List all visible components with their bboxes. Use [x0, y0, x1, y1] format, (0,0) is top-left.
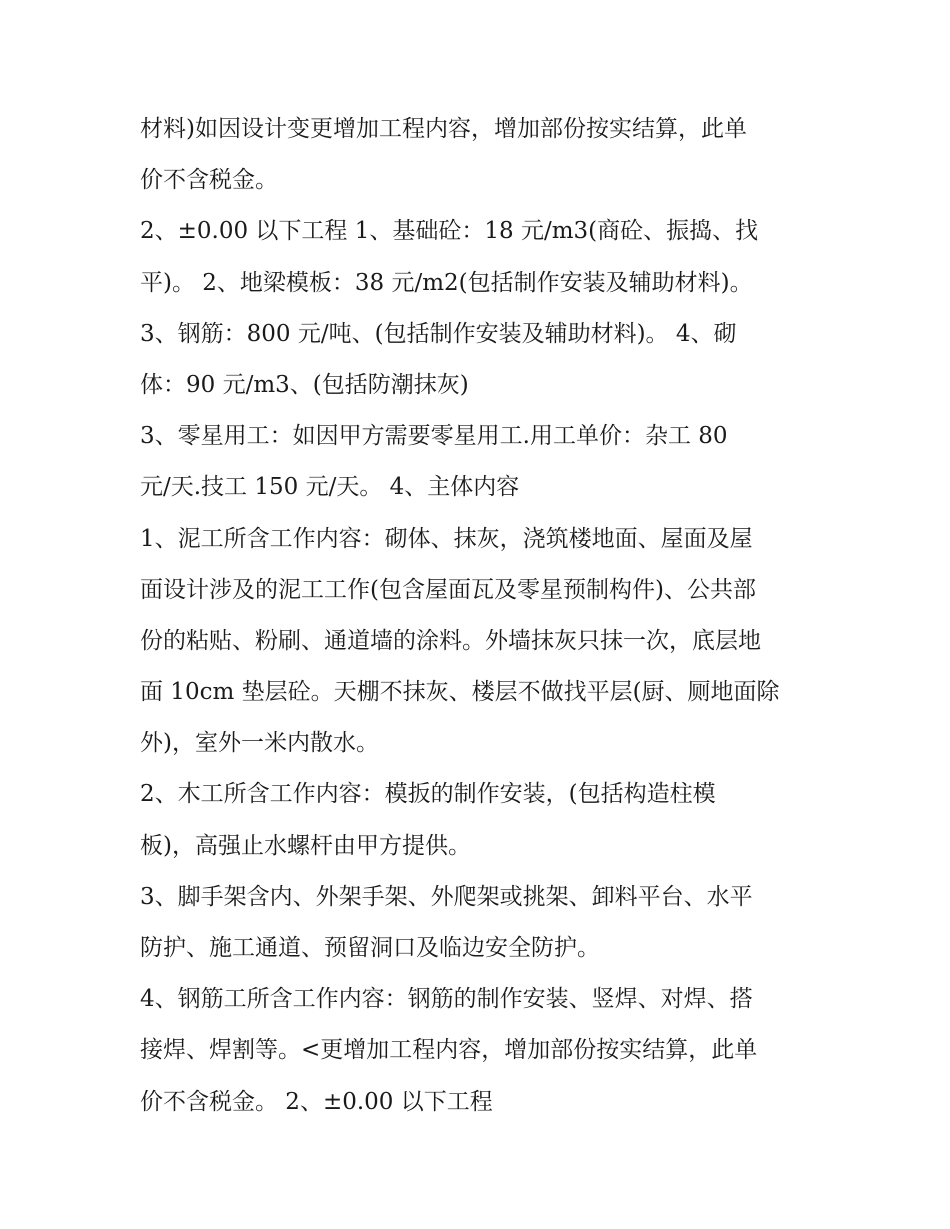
- text-line: 价不含税金。: [140, 167, 278, 194]
- text-line: 接焊、焊割等。<更增加工程内容，增加部份按实结算，此单: [140, 1037, 758, 1064]
- text-line: 体：90 元/m3、(包括防潮抹灰): [140, 371, 469, 398]
- text-line: 3、钢筋：800 元/吨、(包括制作安装及辅助材料)。 4、砌: [140, 320, 737, 347]
- text-line: 面 10cm 垫层砼。天棚不抹灰、楼层不做找平层(厨、厕地面除: [140, 679, 780, 706]
- text-line: 3、脚手架含内、外架手架、外爬架或挑架、卸料平台、水平: [140, 883, 753, 910]
- text-line: 份的粘贴、粉刷、通道墙的涂料。外墙抹灰只抹一次，底层地: [140, 627, 761, 654]
- text-line: 2、±0.00 以下工程 1、基础砼：18 元/m3(商砼、振捣、找: [140, 218, 759, 245]
- text-line: 防护、施工通道、预留洞口及临边安全防护。: [140, 935, 600, 961]
- text-line: 材料)如因设计变更增加工程内容，增加部份按实结算，此单: [140, 116, 747, 142]
- document-body: [140, 104, 820, 1128]
- text-line: 1、泥工所含工作内容：砌体、抹灰，浇筑楼地面、屋面及屋: [140, 525, 753, 552]
- text-line: 元/天.技工 150 元/天。 4、主体内容: [140, 474, 520, 501]
- text-line: 外)，室外一米内散水。: [140, 730, 379, 757]
- text-line: 板)，高强止水螺杆由甲方提供。: [140, 832, 471, 859]
- text-line: 价不含税金。 2、±0.00 以下工程: [140, 1088, 493, 1115]
- text-line: 面设计涉及的泥工工作(包含屋面瓦及零星预制构件)、公共部: [140, 576, 756, 603]
- text-line: 4、钢筋工所含工作内容：钢筋的制作安装、竖焊、对焊、搭: [140, 986, 753, 1013]
- text-line: 3、零星用工：如因甲方需要零星用工.用工单价：杂工 80: [140, 423, 728, 450]
- text-line: 2、木工所含工作内容：模扳的制作安装，(包括构造柱模: [140, 781, 716, 808]
- text-line: 平)。 2、地梁模板：38 元/m2(包括制作安装及辅助材料)。: [140, 269, 753, 296]
